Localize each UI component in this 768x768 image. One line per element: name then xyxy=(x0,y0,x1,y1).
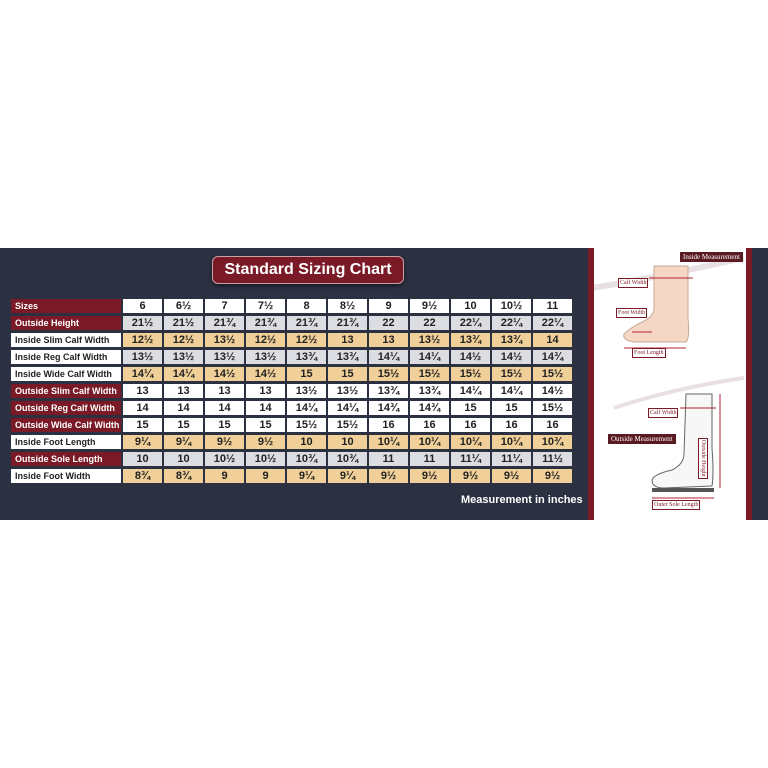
table-cell: 13½ xyxy=(164,350,203,364)
outside-measurement-heading: Outside Measurement xyxy=(608,434,676,444)
table-cell: 13 xyxy=(328,333,367,347)
table-cell: 13¾ xyxy=(492,333,531,347)
table-cell: 15½ xyxy=(287,418,326,432)
table-cell: 14½ xyxy=(451,350,490,364)
table-cell: 14½ xyxy=(533,384,572,398)
table-cell: 14 xyxy=(246,401,285,415)
table-cell: 22¼ xyxy=(451,316,490,330)
table-cell: 15 xyxy=(451,401,490,415)
table-cell: 9½ xyxy=(451,469,490,483)
table-cell: 14½ xyxy=(246,367,285,381)
table-cell: 14¾ xyxy=(410,401,449,415)
foot-width-label: Foot Width xyxy=(618,310,646,316)
table-cell: 9½ xyxy=(369,469,408,483)
table-cell: 13¾ xyxy=(369,384,408,398)
row-label: Inside Wide Calf Width xyxy=(11,367,121,381)
table-cell: 16 xyxy=(451,418,490,432)
table-cell: 13¾ xyxy=(410,384,449,398)
table-cell: 21½ xyxy=(123,316,162,330)
swoosh-mid-decoration xyxy=(614,378,744,408)
table-cell: 8 xyxy=(287,299,326,313)
table-row xyxy=(11,401,572,415)
table-cell: 15½ xyxy=(451,367,490,381)
table-cell: 9½ xyxy=(246,435,285,449)
table-cell: 15½ xyxy=(328,418,367,432)
table-cell: 21¾ xyxy=(287,316,326,330)
measurement-note: Measurement in inches xyxy=(461,494,583,506)
table-cell: 15½ xyxy=(369,367,408,381)
table-cell: 14¾ xyxy=(533,350,572,364)
row-label: Outside Slim Calf Width xyxy=(11,384,121,398)
table-cell: 9¼ xyxy=(287,469,326,483)
table-cell: 10¾ xyxy=(328,452,367,466)
table-cell: 13 xyxy=(369,333,408,347)
table-row xyxy=(11,316,572,330)
foot-length-label: Foot Length xyxy=(634,350,664,356)
table-cell: 15½ xyxy=(533,367,572,381)
table-cell: 10¼ xyxy=(410,435,449,449)
table-cell: 15 xyxy=(328,367,367,381)
table-cell: 6 xyxy=(123,299,162,313)
table-cell: 9¼ xyxy=(123,435,162,449)
table-cell: 14¼ xyxy=(410,350,449,364)
table-cell: 10¼ xyxy=(451,435,490,449)
calf-width-label-outside: Calf Width xyxy=(650,410,677,416)
table-cell: 15½ xyxy=(533,401,572,415)
table-cell: 10½ xyxy=(246,452,285,466)
table-cell: 21¾ xyxy=(246,316,285,330)
table-cell: 13¾ xyxy=(328,350,367,364)
chart-title: Standard Sizing Chart xyxy=(212,256,404,284)
table-cell: 15 xyxy=(123,418,162,432)
table-cell: 13 xyxy=(164,384,203,398)
outer-sole-length-label: Outer Sole Length xyxy=(654,502,699,508)
table-cell: 11 xyxy=(369,452,408,466)
row-label: Sizes xyxy=(11,299,121,313)
table-cell: 15½ xyxy=(492,367,531,381)
table-cell: 14¼ xyxy=(328,401,367,415)
table-cell: 13 xyxy=(205,384,244,398)
table-cell: 12½ xyxy=(287,333,326,347)
table-cell: 8½ xyxy=(328,299,367,313)
table-cell: 13 xyxy=(123,384,162,398)
table-cell: 14¼ xyxy=(123,367,162,381)
table-cell: 14 xyxy=(533,333,572,347)
table-cell: 11¼ xyxy=(451,452,490,466)
table-cell: 21¾ xyxy=(205,316,244,330)
table-cell: 9 xyxy=(246,469,285,483)
table-row xyxy=(11,452,572,466)
table-cell: 14¼ xyxy=(492,384,531,398)
table-cell: 13½ xyxy=(410,333,449,347)
table-cell: 6½ xyxy=(164,299,203,313)
table-cell: 9½ xyxy=(492,469,531,483)
table-row xyxy=(11,333,572,347)
table-row xyxy=(11,384,572,398)
row-label: Outside Wide Calf Width xyxy=(11,418,121,432)
table-cell: 10¾ xyxy=(533,435,572,449)
outside-height-label: Outside Height xyxy=(700,440,706,477)
table-cell: 14¼ xyxy=(164,367,203,381)
table-cell: 13½ xyxy=(123,350,162,364)
table-cell: 10½ xyxy=(492,299,531,313)
table-cell: 12½ xyxy=(164,333,203,347)
table-cell: 14 xyxy=(123,401,162,415)
table-cell: 12½ xyxy=(123,333,162,347)
table-cell: 10 xyxy=(451,299,490,313)
table-cell: 15 xyxy=(246,418,285,432)
table-cell: 8¾ xyxy=(164,469,203,483)
table-cell: 10¼ xyxy=(369,435,408,449)
table-row xyxy=(11,469,572,483)
boot-sole-icon xyxy=(652,488,714,492)
table-cell: 15 xyxy=(287,367,326,381)
row-label: Outside Sole Length xyxy=(11,452,121,466)
sizing-table xyxy=(9,296,574,486)
table-cell: 13½ xyxy=(287,384,326,398)
table-cell: 22 xyxy=(369,316,408,330)
table-cell: 10 xyxy=(287,435,326,449)
table-cell: 16 xyxy=(492,418,531,432)
table-cell: 13 xyxy=(246,384,285,398)
table-cell: 15 xyxy=(205,418,244,432)
table-cell: 16 xyxy=(410,418,449,432)
table-cell: 12½ xyxy=(246,333,285,347)
table-cell: 7½ xyxy=(246,299,285,313)
table-row xyxy=(11,435,572,449)
table-cell: 14 xyxy=(205,401,244,415)
table-cell: 21½ xyxy=(164,316,203,330)
table-cell: 9 xyxy=(205,469,244,483)
table-cell: 9¼ xyxy=(164,435,203,449)
row-label: Inside Reg Calf Width xyxy=(11,350,121,364)
table-cell: 9¼ xyxy=(328,469,367,483)
boot-illustration-panel xyxy=(588,248,752,520)
table-cell: 10 xyxy=(164,452,203,466)
table-cell: 13½ xyxy=(328,384,367,398)
row-label: Inside Foot Width xyxy=(11,469,121,483)
table-cell: 11 xyxy=(533,299,572,313)
inside-measurement-heading: Inside Measurement xyxy=(680,252,743,262)
row-label: Outside Height xyxy=(11,316,121,330)
table-cell: 21¾ xyxy=(328,316,367,330)
table-cell: 22¼ xyxy=(492,316,531,330)
row-label: Outside Reg Calf Width xyxy=(11,401,121,415)
calf-width-label: Calf Width xyxy=(620,280,647,286)
table-cell: 7 xyxy=(205,299,244,313)
table-cell: 9½ xyxy=(410,469,449,483)
table-cell: 14¼ xyxy=(287,401,326,415)
table-cell: 10½ xyxy=(205,452,244,466)
table-row xyxy=(11,299,572,313)
table-cell: 14¼ xyxy=(369,350,408,364)
table-cell: 14¼ xyxy=(451,384,490,398)
table-cell: 11½ xyxy=(533,452,572,466)
table-row xyxy=(11,350,572,364)
table-cell: 8¾ xyxy=(123,469,162,483)
table-cell: 9½ xyxy=(533,469,572,483)
table-cell: 13½ xyxy=(205,333,244,347)
table-cell: 22 xyxy=(410,316,449,330)
table-row xyxy=(11,418,572,432)
boot-diagram xyxy=(594,248,746,520)
table-cell: 14½ xyxy=(492,350,531,364)
table-cell: 13¾ xyxy=(451,333,490,347)
table-cell: 10¾ xyxy=(287,452,326,466)
table-cell: 11¼ xyxy=(492,452,531,466)
table-cell: 13¾ xyxy=(287,350,326,364)
table-cell: 16 xyxy=(533,418,572,432)
table-cell: 14½ xyxy=(205,367,244,381)
table-cell: 15 xyxy=(492,401,531,415)
table-cell: 10 xyxy=(328,435,367,449)
table-cell: 13½ xyxy=(246,350,285,364)
table-cell: 16 xyxy=(369,418,408,432)
row-label: Inside Foot Length xyxy=(11,435,121,449)
table-cell: 9 xyxy=(369,299,408,313)
row-label: Inside Slim Calf Width xyxy=(11,333,121,347)
table-cell: 15½ xyxy=(410,367,449,381)
table-cell: 9½ xyxy=(410,299,449,313)
table-cell: 22¼ xyxy=(533,316,572,330)
table-cell: 10¼ xyxy=(492,435,531,449)
table-cell: 10 xyxy=(123,452,162,466)
table-cell: 14 xyxy=(164,401,203,415)
table-cell: 11 xyxy=(410,452,449,466)
table-row xyxy=(11,367,572,381)
table-cell: 9½ xyxy=(205,435,244,449)
table-cell: 13½ xyxy=(205,350,244,364)
table-cell: 15 xyxy=(164,418,203,432)
table-cell: 14¾ xyxy=(369,401,408,415)
